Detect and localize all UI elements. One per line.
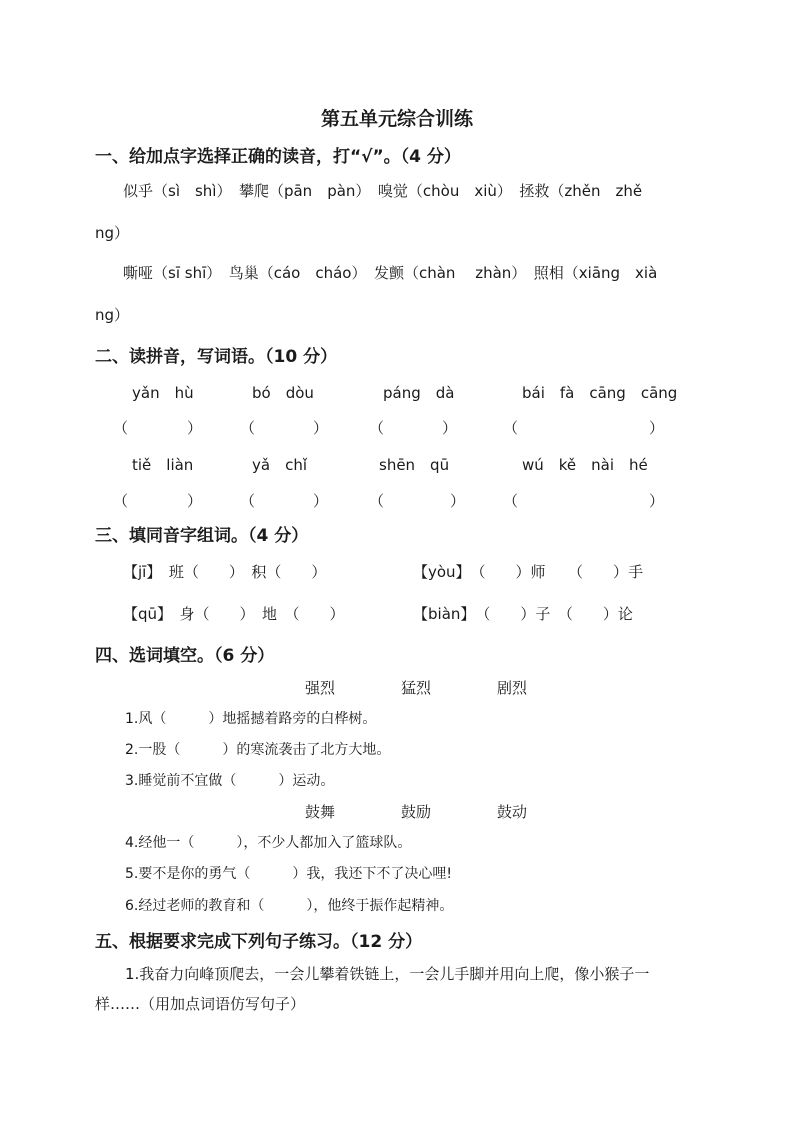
pinyin-4: bái fà cāng cāng	[522, 384, 678, 402]
word-option: 鼓舞	[305, 803, 336, 821]
homophone-you: 【yòu】 （ ）师 （ ）手	[413, 563, 644, 581]
blank-open[interactable]: （	[369, 492, 385, 510]
section-3-heading: 三、填同音字组词。（4 分）	[95, 526, 309, 546]
word-option: 强烈	[305, 679, 336, 697]
pinyin-8: wú kě nài hé	[522, 456, 648, 474]
word-option: 猛烈	[401, 679, 432, 697]
sec1-line-2: 嘶哑（sī shī） 鸟巢（cáo cháo） 发颤（chàn zhàn） 照相（xiāng xià	[123, 264, 658, 282]
homophone-ji: 【jī】 班（ ） 积（ ）	[123, 563, 327, 581]
blank-open[interactable]: （	[240, 492, 256, 510]
blank-open[interactable]: （	[503, 492, 519, 510]
sec1-line-1-wrap: ng）	[95, 224, 130, 242]
section-2-heading: 二、读拼音，写词语。（10 分）	[95, 347, 338, 367]
section-4-heading: 四、选词填空。（6 分）	[95, 646, 275, 666]
blank-open[interactable]: （	[113, 419, 129, 437]
blank-close: ）	[649, 492, 665, 510]
blank-close: ）	[313, 492, 329, 510]
fill-sentence-5: 5.要不是你的勇气（ ）我，我还下不了决心哩!	[125, 866, 452, 882]
exercise-1-line-2: 样……（用加点词语仿写句子）	[95, 995, 306, 1013]
word-option: 鼓动	[497, 803, 528, 821]
blank-close: ）	[442, 419, 458, 437]
blank-open[interactable]: （	[240, 419, 256, 437]
blank-close: ）	[187, 492, 203, 510]
fill-sentence-3: 3.睡觉前不宜做（ ）运动。	[125, 773, 335, 789]
section-5-heading: 五、根据要求完成下列句子练习。（12 分）	[95, 932, 423, 952]
page-title: 第五单元综合训练	[320, 108, 473, 130]
section-1-heading: 一、给加点字选择正确的读音，打“√”。（4 分）	[95, 147, 461, 167]
exercise-1-line-1: 1.我奋力向峰顶爬去，一会儿攀着铁链上，一会儿手脚并用向上爬，像小猴子一	[125, 965, 650, 983]
blank-close: ）	[313, 419, 329, 437]
pinyin-3: páng dà	[383, 384, 455, 402]
word-option: 鼓励	[401, 803, 432, 821]
fill-sentence-1: 1.风（ ）地摇撼着路旁的白桦树。	[125, 711, 377, 727]
fill-sentence-2: 2.一股（ ）的寒流袭击了北方大地。	[125, 742, 391, 758]
pinyin-5: tiě liàn	[132, 456, 194, 474]
fill-sentence-6: 6.经过老师的教育和（ ），他终于振作起精神。	[125, 898, 454, 914]
homophone-bian: 【biàn】 （ ）子 （ ）论	[413, 605, 633, 623]
blank-close: ）	[450, 492, 466, 510]
sec1-line-2-wrap: ng）	[95, 306, 130, 324]
pinyin-2: bó dòu	[252, 384, 314, 402]
word-option: 剧烈	[497, 679, 528, 697]
blank-close: ）	[649, 419, 665, 437]
fill-sentence-4: 4.经他一（ ），不少人都加入了篮球队。	[125, 835, 412, 851]
blank-open[interactable]: （	[503, 419, 519, 437]
pinyin-7: shēn qū	[379, 456, 450, 474]
blank-open[interactable]: （	[369, 419, 385, 437]
pinyin-1: yǎn hù	[132, 384, 194, 402]
blank-open[interactable]: （	[113, 492, 129, 510]
sec1-line-1: 似乎（sì shì） 攀爬（pān pàn） 嗅觉（chòu xiù） 拯救（zhěn zhě	[123, 182, 643, 200]
homophone-qu: 【qū】 身（ ） 地 （ ）	[123, 605, 345, 623]
blank-close: ）	[187, 419, 203, 437]
pinyin-6: yǎ chǐ	[252, 456, 307, 474]
